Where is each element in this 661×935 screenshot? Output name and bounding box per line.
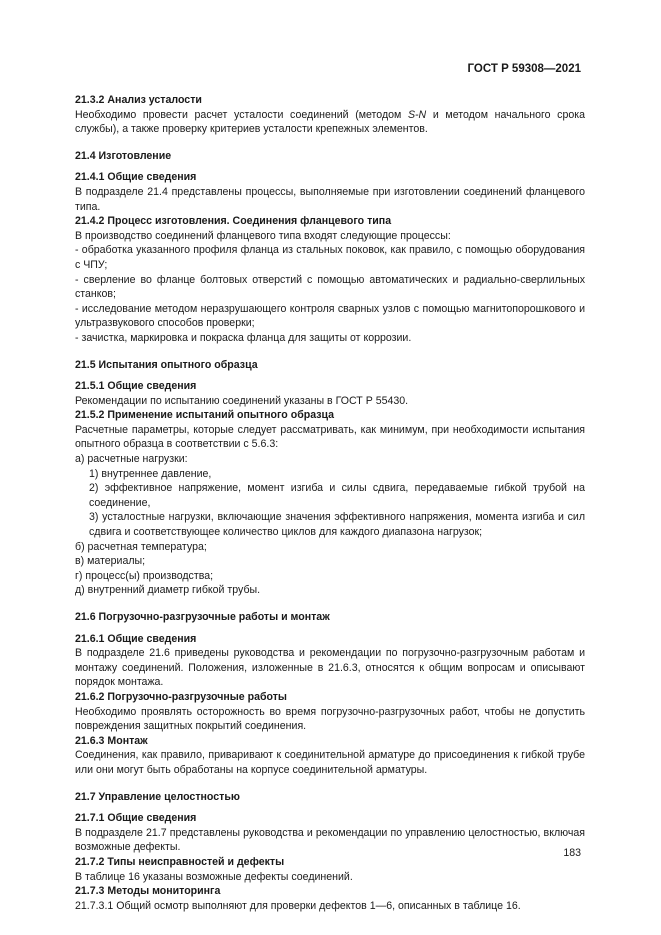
- paragraph: Рекомендации по испытанию соединений указаны в ГОСТ Р 55430.: [75, 394, 409, 407]
- subsection-heading: 21.5.1 Общие сведения: [75, 380, 197, 393]
- subsection-heading: 21.6.2 Погрузочно-разгрузочные работы: [75, 690, 287, 703]
- sub-list-item: 2) эффективное напряжение, момент изгиба и силы сдвига, передаваемые гибкой трубой на соединение,: [89, 482, 585, 509]
- paragraph: [75, 108, 585, 137]
- text-span: Необходимо провести расчет усталости соединений (методом: [75, 108, 408, 121]
- sub-list-item: 3) усталостные нагрузки, включающие значения эффективного напряжения, момента изгиба и сил сдвига и соответствующее количество циклов для каждого диапазона нагрузок;: [89, 511, 585, 539]
- section-heading: 21.7 Управление целостностью: [75, 790, 240, 803]
- list-item: - обработка указанного профиля фланца из стальных поковок, как правило, с помощью оборудования с ЧПУ;: [75, 244, 585, 271]
- text-span: и методом начального срока службы), а также проверку критериев усталости крепежных элементов.: [75, 108, 585, 136]
- paragraph: Необходимо проявлять осторожность во время погрузочно-разгрузочных работ, чтобы не допустить повреждения защитных покрытий соединения.: [75, 705, 585, 733]
- list-item: б) расчетная температура;: [75, 540, 207, 553]
- page-number: 183: [563, 847, 581, 859]
- paragraph: 21.7.3.1 Общий осмотр выполняют для проверки дефектов 1—6, описанных в таблице 16.: [75, 899, 521, 912]
- method-name: S-N: [407, 108, 427, 121]
- list-item: в) материалы;: [75, 555, 146, 568]
- subsection-heading: 21.6.3 Монтаж: [75, 734, 148, 747]
- section-heading: 21.6 Погрузочно-разгрузочные работы и монтаж: [75, 611, 330, 623]
- subsection-heading: 21.7.2 Типы неисправностей и дефекты: [75, 855, 285, 868]
- subsection-heading: 21.7.1 Общие сведения: [75, 812, 197, 825]
- list-item: г) процесс(ы) производства;: [75, 569, 214, 582]
- list-item: - исследование методом неразрушающего контроля сварных узлов с помощью магнитопорошкового и ультразвукового способов проверки;: [75, 302, 585, 330]
- list-item: д) внутренний диаметр гибкой трубы.: [75, 584, 261, 597]
- section-heading: 21.3.2 Анализ усталости: [75, 94, 202, 106]
- paragraph: В подразделе 21.4 представлены процессы, выполняемые при изготовлении соединений фланцевого типа.: [75, 185, 585, 213]
- subsection-heading: 21.4.2 Процесс изготовления. Соединения фланцевого типа: [75, 215, 392, 228]
- paragraph: В производство соединений фланцевого типа входят следующие процессы:: [75, 229, 451, 242]
- page-content: [75, 93, 585, 913]
- list-item: - сверление во фланце болтовых отверстий с помощью автоматических и радиально-сверлильных станков;: [75, 273, 585, 301]
- paragraph: Расчетные параметры, которые следует рассматривать, как минимум, при необходимости испытания опытного образца в соответствии с 5.6.3:: [75, 423, 585, 451]
- section-heading: 21.4 Изготовление: [75, 149, 172, 162]
- section-heading: 21.5 Испытания опытного образца: [75, 358, 258, 371]
- list-item: а) расчетные нагрузки:: [75, 453, 188, 466]
- subsection-heading: 21.4.1 Общие сведения: [75, 171, 197, 184]
- subsection-heading: 21.6.1 Общие сведения: [75, 632, 197, 645]
- subsection-heading: 21.5.2 Применение испытаний опытного образца: [75, 409, 335, 422]
- paragraph: В подразделе 21.6 приведены руководства и рекомендации по погрузочно-разгрузочным работам и монтажу соединений. Положения, изложенные в 21.6.3, относятся к общим вопросам и описывают порядок монтажа.: [75, 647, 585, 689]
- paragraph: В таблице 16 указаны возможные дефекты соединений.: [75, 870, 353, 883]
- paragraph: В подразделе 21.7 представлены руководства и рекомендации по управлению целостностью, включая возможные дефекты.: [75, 826, 585, 854]
- subsection-heading: 21.7.3 Методы мониторинга: [75, 885, 221, 898]
- list-item: - зачистка, маркировка и покраска фланца для защиты от коррозии.: [75, 331, 412, 344]
- paragraph: Соединения, как правило, приваривают к соединительной арматуре до присоединения к гибкой трубе или они могут быть обработаны на корпусе соединительной арматуры.: [75, 749, 585, 776]
- sub-list-item: 1) внутреннее давление,: [89, 467, 212, 480]
- standard-number: ГОСТ Р 59308—2021: [467, 63, 581, 75]
